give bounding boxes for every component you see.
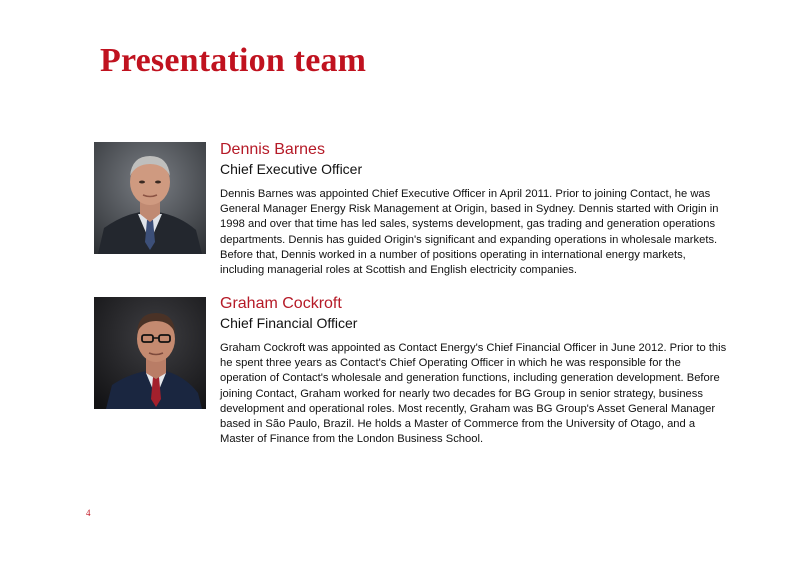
person-bio: Graham Cockroft was appointed as Contact Energy's Chief Financial Officer in June 2012. Prior to this he spent three years as Contact's Chief Operating Officer in which he was responsible for the operation of Contact's wholesale and generation functions, including generation development. Before joining Contact, Graham worked for nearly two decades for BG Group in senior strategy, business development and operational roles. Most recently, Graham was BG Group's Asset General Manager based in São Paulo, Brazil. He holds a Master of Commerce from the University of Otago, and a Master of Finance from the London Business School. — [220, 342, 727, 446]
person-role: Chief Financial Officer — [220, 315, 358, 331]
person-block-graham-cockroft — [220, 294, 730, 447]
person-bio: Dennis Barnes was appointed Chief Executive Officer in April 2011. Prior to joining Contact, he was General Manager Energy Risk Management at Origin, based in Sydney. Dennis started with Origin in 1998 and over that time has led sales, systems development, gas trading and generation operations departments. Dennis has guided Origin's significant and expanding operations in wholesale markets. Before that, Dennis worked in a number of positions operating in international energy markets, including managerial roles at Scottish and English electricity companies. — [220, 188, 719, 277]
person-block-dennis-barnes — [220, 140, 730, 278]
person-name: Dennis Barnes — [220, 141, 325, 158]
page-title: Presentation team — [100, 42, 367, 79]
page-number: 4 — [86, 508, 91, 518]
portrait-photo-dennis-barnes — [94, 142, 206, 254]
person-name: Graham Cockroft — [220, 295, 342, 312]
person-role: Chief Executive Officer — [220, 161, 363, 177]
portrait-photo-graham-cockroft — [94, 297, 206, 409]
